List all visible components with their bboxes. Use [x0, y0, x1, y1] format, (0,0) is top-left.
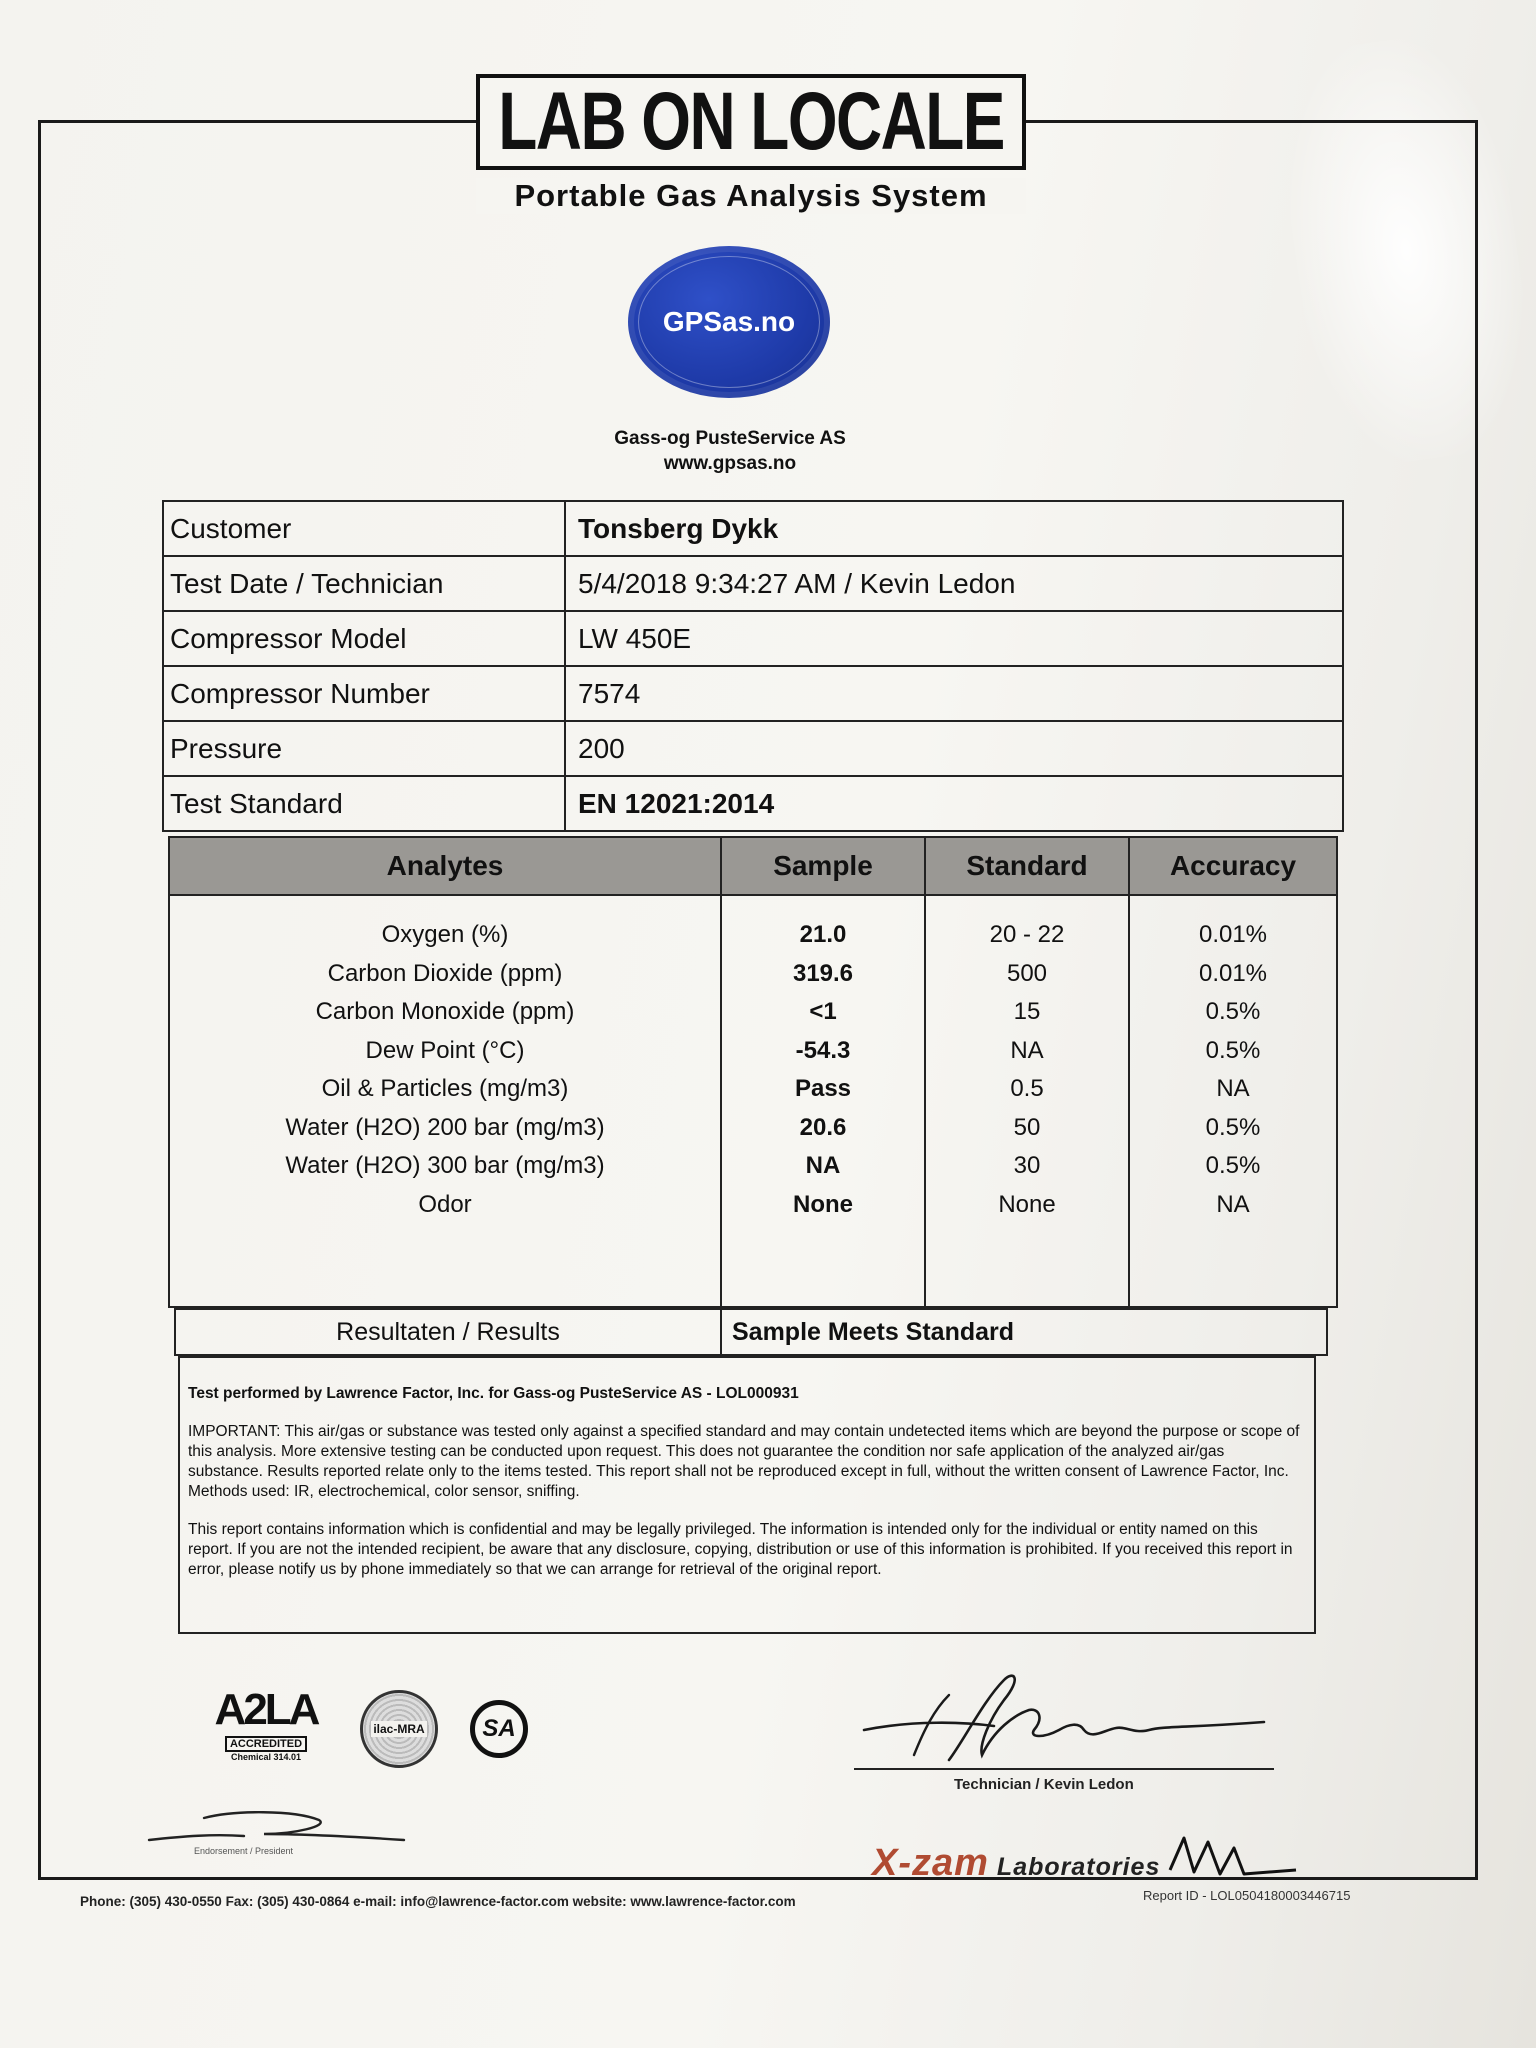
analyte-row — [170, 1186, 1336, 1225]
analyte-sample: 319.6 — [792, 959, 854, 987]
analyte-sample: 21.0 — [799, 921, 847, 949]
analyte-sample: None — [793, 1190, 853, 1218]
csa-logo — [470, 1700, 528, 1758]
technician-signature — [854, 1660, 1274, 1770]
analyte-standard: 30 — [1013, 1152, 1041, 1180]
col-divider — [720, 1310, 722, 1354]
analyte-rows — [170, 916, 1336, 1224]
notes-box — [178, 1356, 1316, 1634]
analyte-standard: NA — [1010, 1036, 1044, 1064]
results-row — [174, 1308, 1328, 1356]
analyte-row — [170, 1070, 1336, 1109]
header-sample: Sample — [773, 850, 873, 881]
analyte-accuracy: 0.01% — [1198, 959, 1268, 987]
company-website: www.gpsas.no — [663, 453, 797, 474]
info-label: Test Date / Technician — [163, 556, 565, 611]
analyte-name: Oil & Particles (mg/m3) — [321, 1075, 569, 1103]
info-label: Customer — [163, 501, 565, 556]
info-label: Pressure — [163, 721, 565, 776]
company-block — [500, 426, 960, 476]
xzam-logo — [872, 1842, 1298, 1882]
csa-text: SA — [482, 1715, 516, 1742]
signature-line — [854, 1768, 1274, 1770]
info-row — [163, 666, 1343, 721]
ilac-text: ilac-MRA — [373, 1722, 425, 1736]
a2la-accredited: ACCREDITED — [225, 1736, 307, 1752]
performed-by-text: Test performed by Lawrence Factor, Inc. for Gass-og PusteService AS - LOL000931 — [188, 1385, 799, 1402]
info-row — [163, 776, 1343, 831]
footer-contact: Phone: (305) 430-0550 Fax: (305) 430-0864 e-mail: info@lawrence-factor.com website: www.lawrence-factor.com — [80, 1894, 796, 1909]
info-value: 7574 — [565, 666, 1343, 721]
confidential-notice: This report contains information which is confidential and may be legally privileged. The information is intended only for the individual or entity named on this report. If you are not the intended recipient, be aware that any disclosure, copying, distribution or use of this information is prohibited. If you received this report in error, please notify us by phone immediately so that we can arrange for retrieval of the original report. — [188, 1521, 1293, 1578]
analyte-standard: 0.5 — [1010, 1075, 1044, 1103]
technician-signature-block — [854, 1660, 1274, 1800]
xzam-signature — [1168, 1830, 1298, 1882]
info-label: Compressor Model — [163, 611, 565, 666]
analyte-accuracy: 0.5% — [1205, 1036, 1261, 1064]
xzam-name: X-zam — [872, 1842, 989, 1884]
header-accuracy: Accuracy — [1169, 850, 1297, 881]
analyte-name: Carbon Dioxide (ppm) — [327, 959, 563, 987]
info-value: Tonsberg Dykk — [565, 501, 1343, 556]
info-row — [163, 501, 1343, 556]
info-value: 5/4/2018 9:34:27 AM / Kevin Ledon — [565, 556, 1343, 611]
info-value: EN 12021:2014 — [565, 776, 1343, 831]
results-label: Resultaten / Results — [336, 1317, 560, 1346]
info-row — [163, 721, 1343, 776]
analyte-name: Odor — [418, 1190, 472, 1218]
analyte-accuracy: 0.5% — [1205, 1152, 1261, 1180]
info-label: Test Standard — [163, 776, 565, 831]
seal-text: GPSas.no — [662, 306, 796, 337]
analyte-accuracy: 0.01% — [1198, 921, 1268, 949]
header-standard: Standard — [966, 850, 1088, 881]
analyte-row — [170, 916, 1336, 955]
analytes-header — [170, 838, 1336, 896]
analyte-name: Water (H2O) 300 bar (mg/m3) — [285, 1152, 605, 1180]
brand-title: LAB ON LOCALE — [498, 76, 1004, 167]
info-label: Compressor Number — [163, 666, 565, 721]
analyte-row — [170, 1109, 1336, 1148]
a2la-cert: Chemical 314.01 — [230, 1752, 302, 1762]
info-row — [163, 556, 1343, 611]
xzam-suffix: Laboratories — [996, 1853, 1161, 1881]
analyte-accuracy: 0.5% — [1205, 1113, 1261, 1141]
report-id: Report ID - LOL0504180003446715 — [1143, 1888, 1351, 1903]
company-name: Gass-og PusteService AS — [614, 428, 846, 449]
analyte-standard: 50 — [1013, 1113, 1041, 1141]
results-value: Sample Meets Standard — [732, 1317, 1015, 1346]
gpsas-seal-logo — [628, 246, 830, 398]
analyte-standard: 20 - 22 — [989, 921, 1065, 949]
analyte-sample: Pass — [794, 1075, 852, 1103]
analyte-name: Water (H2O) 200 bar (mg/m3) — [285, 1113, 605, 1141]
info-value: 200 — [565, 721, 1343, 776]
analytes-table — [168, 836, 1338, 1308]
analyte-sample: -54.3 — [795, 1036, 851, 1064]
header-analytes: Analytes — [386, 850, 504, 881]
info-table — [162, 500, 1344, 832]
a2la-logo — [204, 1686, 328, 1770]
info-value: LW 450E — [565, 611, 1343, 666]
endorsement-signature-block — [144, 1808, 414, 1862]
analyte-row — [170, 1032, 1336, 1071]
analyte-accuracy: NA — [1216, 1075, 1250, 1103]
analyte-name: Carbon Monoxide (ppm) — [315, 998, 575, 1026]
endorsement-signature — [144, 1808, 414, 1848]
seal-ring — [638, 256, 820, 388]
analyte-sample: <1 — [809, 998, 837, 1026]
ilac-mra-logo — [360, 1690, 438, 1768]
analyte-row — [170, 955, 1336, 994]
info-row — [163, 611, 1343, 666]
brand-subtitle: Portable Gas Analysis System — [476, 178, 1026, 214]
analyte-sample: 20.6 — [799, 1113, 847, 1141]
analyte-name: Oxygen (%) — [381, 921, 509, 949]
important-notice: IMPORTANT: This air/gas or substance was tested only against a specified standard and may contain undetected items which are beyond the purpose or scope of this analysis. More extensive testing can be conducted upon request. This does not guarantee the condition nor safe application of the analyzed air/gas substance. Results reported relate only to the items tested. This report shall not be reproduced except in full, without the written consent of Lawrence Factor, Inc. Methods used: IR, electrochemical, color sensor, sniffing. — [188, 1423, 1300, 1500]
analyte-row — [170, 1147, 1336, 1186]
analyte-standard: 15 — [1013, 998, 1041, 1026]
analyte-standard: 500 — [1006, 959, 1048, 987]
analyte-accuracy: NA — [1216, 1190, 1250, 1218]
analyte-accuracy: 0.5% — [1205, 998, 1261, 1026]
brand-logo-box — [476, 74, 1026, 170]
technician-caption: Technician / Kevin Ledon — [954, 1776, 1134, 1793]
analyte-standard: None — [998, 1190, 1056, 1218]
a2la-mark: A2LA — [214, 1685, 318, 1734]
analyte-name: Dew Point (°C) — [365, 1036, 525, 1064]
accreditation-logos — [204, 1686, 544, 1770]
analyte-sample: NA — [805, 1152, 841, 1180]
analyte-row — [170, 993, 1336, 1032]
endorsement-caption: Endorsement / President — [194, 1846, 294, 1856]
